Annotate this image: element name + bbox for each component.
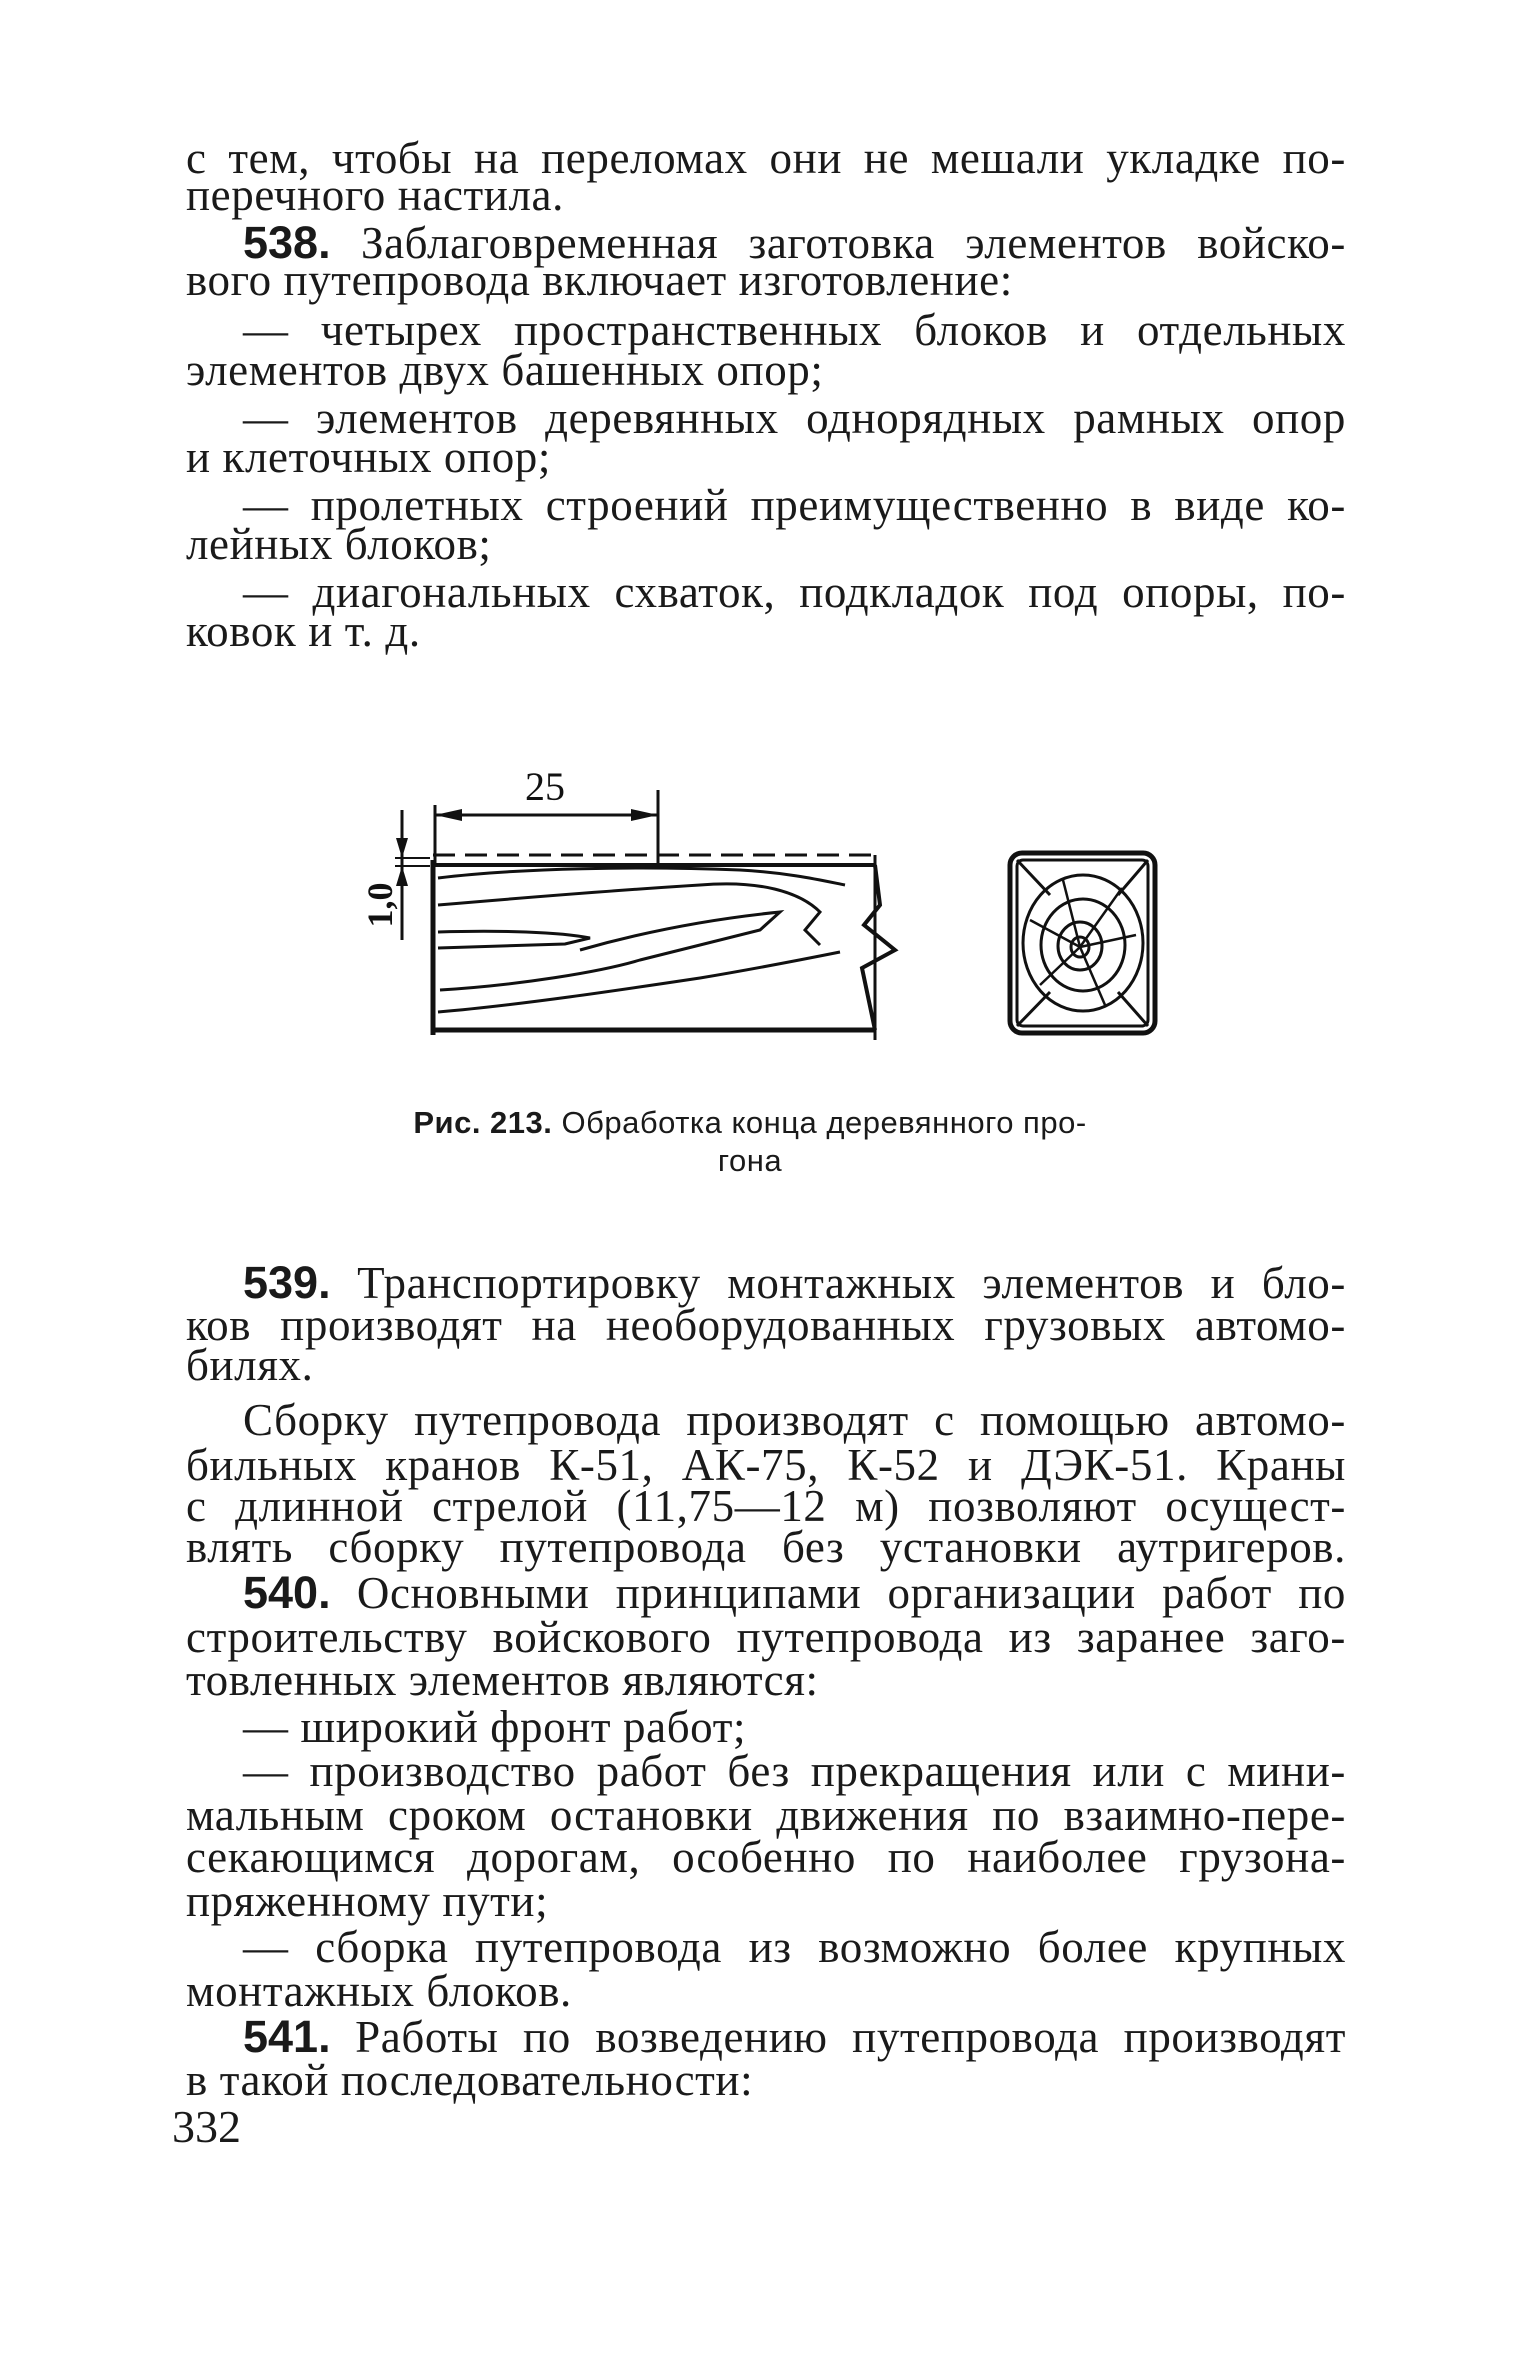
text-line: бильных кранов К-51, АК-75, К-52 и ДЭК-51. Краны <box>186 1440 1346 1490</box>
arrow-icon <box>631 809 658 821</box>
text-line: Работы по возведению путепровода производят <box>355 2012 1346 2062</box>
arrow-icon <box>396 838 408 858</box>
text-line: Основными принципами организации работ по <box>356 1568 1346 1618</box>
paragraph-number: 540. <box>243 1567 331 1618</box>
page-number: 332 <box>172 2101 241 2152</box>
dimension-label-25: 25 <box>525 764 565 809</box>
text-line: влять сборку путепровода без установки аутригеров. <box>186 1522 1346 1572</box>
dimension-label-1-0: 1,0 <box>360 882 400 928</box>
text-line: вого путепровода включает изготовление: <box>186 255 1013 305</box>
text-line: Транспортировку монтажных элементов и бло- <box>357 1258 1346 1308</box>
text-line: — диагональных схваток, подкладок под опоры, по- <box>243 567 1346 617</box>
text-line: — элементов деревянных однорядных рамных опор <box>243 393 1346 443</box>
text-line: монтажных блоков. <box>186 1966 572 2016</box>
text-line: — широкий фронт работ; <box>243 1702 747 1752</box>
text-line: в такой последовательности: <box>186 2055 754 2105</box>
text-line: секающимся дорогам, особенно по наиболее грузона- <box>186 1832 1346 1882</box>
log-break-line <box>862 865 895 1030</box>
wood-grain-line <box>438 868 845 885</box>
text-line: ков производят на необорудованных грузовых автомо- <box>186 1300 1346 1350</box>
text-line: ковок и т. д. <box>186 606 421 656</box>
text-line: пряженному пути; <box>186 1876 549 1926</box>
paragraph-540-first-line <box>243 1568 1346 1618</box>
text-line: товленных элементов являются: <box>186 1655 819 1705</box>
text-line: — пролетных строений преимущественно в виде ко- <box>243 480 1346 530</box>
figure-label: Рис. 213. <box>413 1105 553 1140</box>
radial-crack <box>1063 880 1080 947</box>
text-line: с тем, чтобы на переломах они не мешали укладке по- <box>186 133 1346 183</box>
figure-213 <box>0 0 1535 1100</box>
text-line: мальным сроком остановки движения по взаимно-пере- <box>186 1790 1346 1840</box>
figure-caption-text-2: гона <box>717 1143 783 1178</box>
text-line: строительству войскового путепровода из заранее заго- <box>186 1612 1346 1662</box>
figure-caption <box>300 1104 1200 1142</box>
text-line: перечного настила. <box>186 170 564 220</box>
text-line: с длинной стрелой (11,75—12 м) позволяют осущест- <box>186 1481 1346 1531</box>
growth-ring <box>1041 899 1125 991</box>
arrow-icon <box>435 809 462 821</box>
wood-grain-line <box>440 912 780 990</box>
text-line: — производство работ без прекращения или с мини- <box>243 1746 1346 1796</box>
text-line: Сборку путепровода производят с помощью автомо- <box>243 1395 1346 1445</box>
text-line: лейных блоков; <box>186 519 492 569</box>
paragraph-number: 541. <box>243 2011 331 2062</box>
paragraph-number: 538. <box>243 217 331 268</box>
text-line: Заблаговременная заготовка элементов войско- <box>360 218 1346 268</box>
wood-grain-line <box>438 931 590 948</box>
text-line: — четырех пространственных блоков и отдельных <box>243 305 1346 355</box>
text-line: и клеточных опор; <box>186 432 552 482</box>
text-line: — сборка путепровода из возможно более крупных <box>243 1922 1346 1972</box>
paragraph-number: 539. <box>243 1257 331 1308</box>
figure-caption-text: Обработка конца деревянного про- <box>561 1105 1087 1140</box>
chamfer-line <box>1118 992 1148 1026</box>
text-line: билях. <box>186 1340 314 1390</box>
text-line: элементов двух башенных опор; <box>186 345 824 395</box>
